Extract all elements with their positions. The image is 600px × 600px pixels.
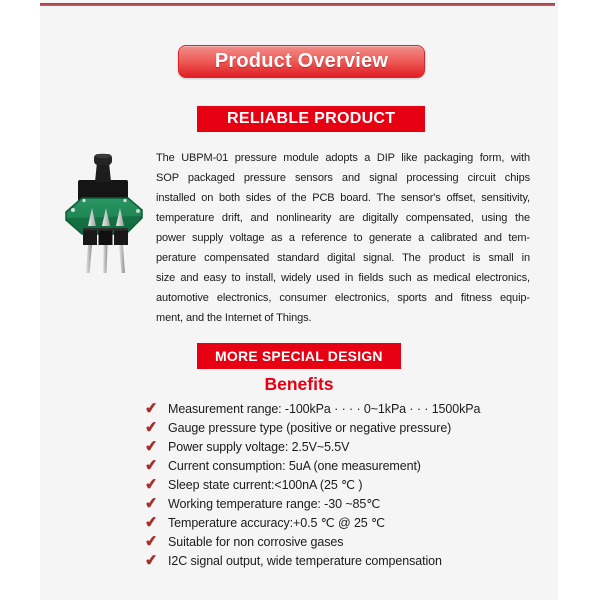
pin-header [83,228,128,245]
description-line: SOP packaged pressure sensors and signal processing circuit chips [156,172,530,184]
checkmark-icon: ✔ [144,494,159,513]
product-description [156,148,530,328]
product-overview-banner [178,45,425,78]
benefit-text: Power supply voltage: 2.5V~5.5V [168,439,350,454]
benefit-text: Gauge pressure type (positive or negative pressure) [168,420,452,435]
more-special-design-banner [197,343,401,369]
benefits-list [145,399,555,570]
checkmark-icon: ✔ [144,532,159,551]
reliable-product-banner [197,106,425,132]
benefit-item [145,551,555,570]
checkmark-icon: ✔ [144,475,159,494]
top-divider-line [40,3,555,6]
description-line: power supply voltage as a reference to generate a calibrated and tem- [156,232,530,244]
benefit-item [145,494,555,513]
pressure-sensor-photo [52,150,162,278]
benefit-text: Temperature accuracy:+0.5 ℃ @ 25 ℃ [168,516,385,530]
benefit-text: Suitable for non corrosive gases [168,534,344,549]
checkmark-icon: ✔ [144,437,159,456]
benefit-text: I2C signal output, wide temperature compensation [168,553,442,568]
checkmark-icon: ✔ [144,551,159,570]
checkmark-icon: ✔ [144,456,159,475]
description-line: perature compensated standard digital signal. The product is small in [156,252,530,264]
product-overview-label: Product Overview [214,50,389,72]
description-line: The UBPM-01 pressure module adopts a DIP like packaging form, with [156,152,530,164]
checkmark-icon: ✔ [144,418,159,437]
description-line: installed on both sides of the PCB board. The sensor's offset, sensitivity, [156,192,530,204]
benefits-heading: Benefits [264,374,334,394]
benefit-item [145,399,555,418]
benefit-item [145,513,555,532]
reliable-product-label: RELIABLE PRODUCT [227,110,396,127]
benefit-text: Working temperature range: -30 ~85℃ [168,497,381,511]
more-special-design-label: MORE SPECIAL DESIGN [215,348,383,364]
description-line: automotive electronics, consumer electronics, sports and fitness equip- [156,292,530,304]
benefit-item [145,418,555,437]
benefit-item [145,437,555,456]
benefit-item [145,456,555,475]
sensor-pins [86,245,125,273]
benefit-text: Current consumption: 5uA (one measurement) [168,458,421,473]
description-line: ment, and the Internet of Things. [156,312,312,324]
benefit-text: Sleep state current:<100nA (25 ℃ ) [168,478,363,492]
benefit-item [145,475,555,494]
benefit-item [145,532,555,551]
pressure-sensor-illustration [52,150,162,278]
benefit-text: Measurement range: -100kPa · · · · 0~1kPa · · · 1500kPa [168,401,481,416]
description-line: size and easy to install, widely used in fields such as medical electronics, [156,272,530,284]
checkmark-icon: ✔ [144,513,159,532]
description-line: temperature drift, and nonlinearity are digitally compensated, using the [156,212,530,224]
checkmark-icon: ✔ [144,399,159,418]
